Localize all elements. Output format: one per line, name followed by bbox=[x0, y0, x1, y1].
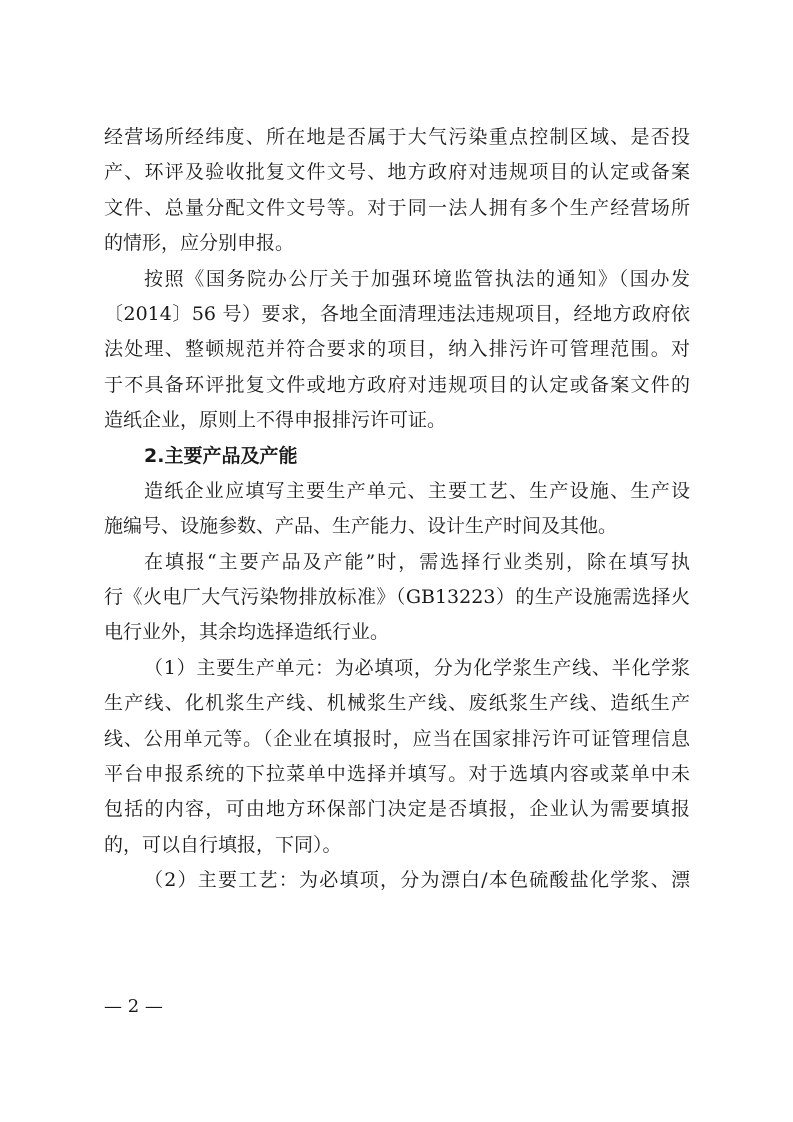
text-line: 造纸企业，原则上不得申报排污许可证。 bbox=[104, 409, 447, 432]
paragraph bbox=[104, 474, 690, 545]
text-line: 施编号、设施参数、产品、生产能力、设计生产时间及其他。 bbox=[104, 515, 618, 538]
section-heading bbox=[104, 439, 690, 474]
text-line: 的，可以自行填报，下同）。 bbox=[104, 833, 342, 856]
paragraph bbox=[104, 120, 690, 262]
text-line: 于不具备环评批复文件或地方政府对违规项目的认定或备案文件的 bbox=[104, 373, 690, 396]
document-body bbox=[104, 120, 690, 899]
paragraph bbox=[104, 262, 690, 439]
text-line: 的情形，应分别申报。 bbox=[104, 232, 295, 255]
text-line: 〔2014〕56 号）要求，各地全面清理违法违规项目，经地方政府依 bbox=[104, 302, 690, 325]
heading-text: 2.主要产品及产能 bbox=[144, 444, 298, 467]
text-line: 造纸企业应填写主要生产单元、主要工艺、生产设施、生产设 bbox=[144, 479, 690, 502]
text-line: 生产线、化机浆生产线、机械浆生产线、废纸浆生产线、造纸生产 bbox=[104, 692, 690, 715]
text-line: （2）主要工艺：为必填项，分为漂白/本色硫酸盐化学浆、漂 bbox=[144, 869, 690, 892]
paragraph bbox=[104, 863, 690, 898]
text-line: 产、环评及验收批复文件文号、地方政府对违规项目的认定或备案 bbox=[104, 161, 690, 184]
text-line: 法处理、整顿规范并符合要求的项目，纳入排污许可管理范围。对 bbox=[104, 338, 690, 361]
page-number: — 2 — bbox=[104, 996, 163, 1017]
text-line: 按照《国务院办公厅关于加强环境监管执法的通知》（国办发 bbox=[144, 267, 690, 290]
text-line: 电行业外，其余均选择造纸行业。 bbox=[104, 621, 390, 644]
text-line: 经营场所经纬度、所在地是否属于大气污染重点控制区域、是否投 bbox=[104, 126, 690, 148]
text-line: 行《火电厂大气污染物排放标准》（GB13223）的生产设施需选择火 bbox=[104, 586, 690, 609]
text-line: 文件、总量分配文件文号等。对于同一法人拥有多个生产经营场所 bbox=[104, 196, 690, 219]
text-line: （1）主要生产单元：为必填项，分为化学浆生产线、半化学浆 bbox=[144, 656, 690, 679]
paragraph bbox=[104, 651, 690, 863]
text-line: 包括的内容，可由地方环保部门决定是否填报，企业认为需要填报 bbox=[104, 798, 690, 821]
paragraph bbox=[104, 545, 690, 651]
text-line: 在填报“主要产品及产能”时，需选择行业类别，除在填写执 bbox=[144, 550, 690, 573]
text-line: 平台申报系统的下拉菜单中选择并填写。对于选填内容或菜单中未 bbox=[104, 763, 690, 786]
text-line: 线、公用单元等。（企业在填报时，应当在国家排污许可证管理信息 bbox=[104, 727, 690, 750]
